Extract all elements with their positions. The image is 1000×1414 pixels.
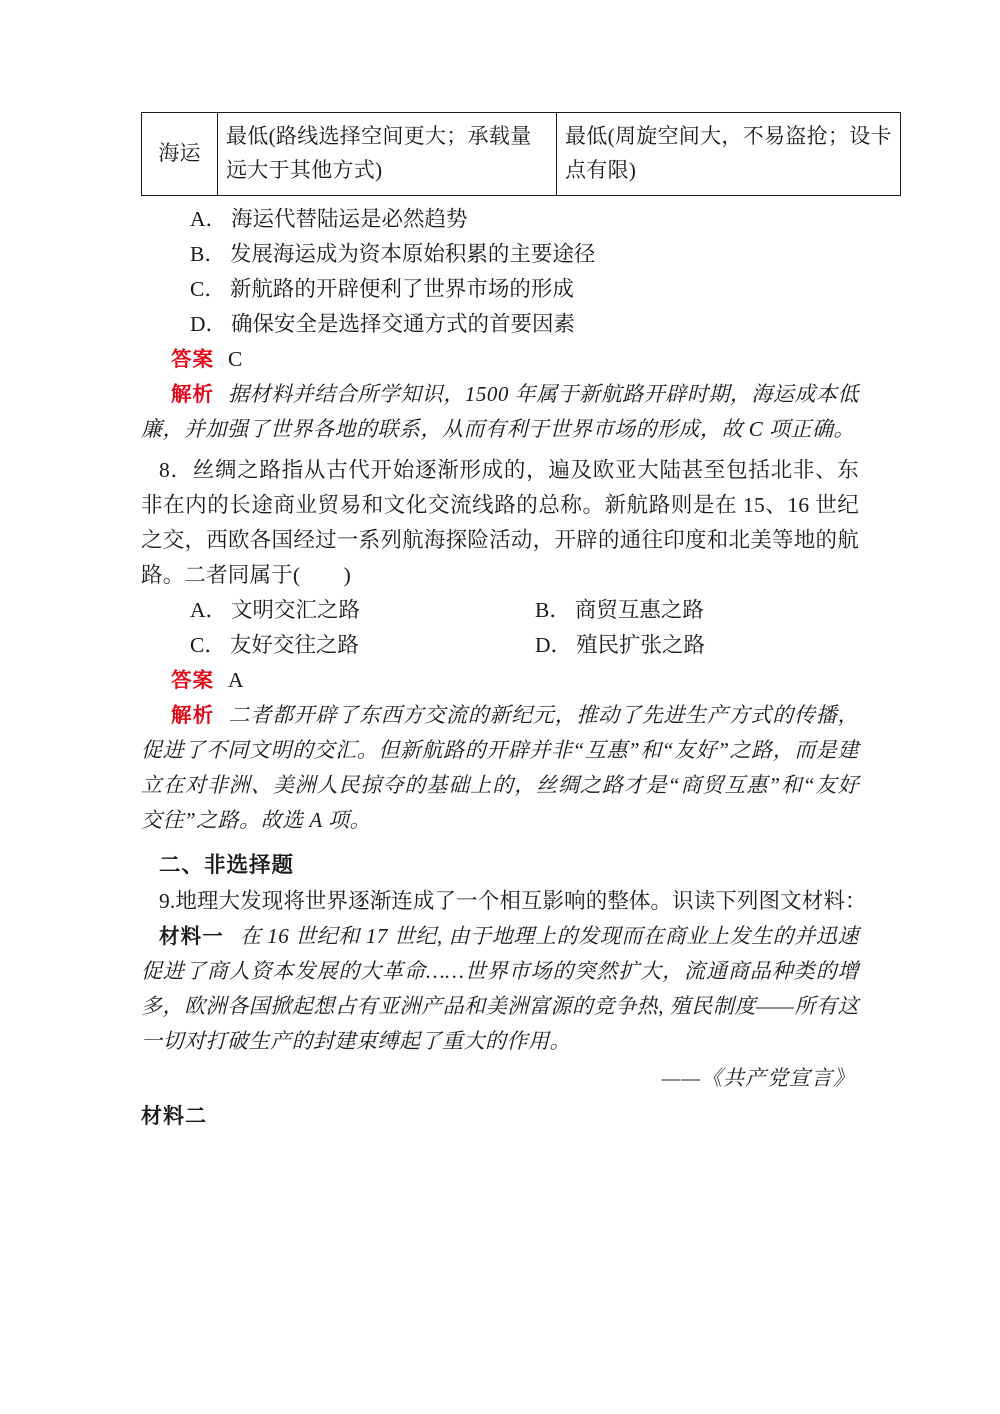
option-c-letter: C． — [190, 633, 226, 657]
answer-value: A — [228, 668, 244, 692]
question8-stem-text: 丝绸之路指从古代开始逐渐形成的，遍及欧亚大陆甚至包括北非、东非在内的长途商业贸易和文化交流线路的总称。新航路则是在 15、16 世纪之交，西欧各国经过一系列航海探险活动，开辟的通往印度和北美等地的航路。二者同属于( ) — [141, 458, 859, 587]
option-d-letter: D． — [190, 312, 228, 336]
question7-analysis — [141, 377, 859, 447]
option-a — [190, 202, 468, 237]
option-d-text: 殖民扩张之路 — [576, 633, 706, 657]
table-cell-safety: 最低(周旋空间大，不易盗抢；设卡点有限) — [557, 113, 901, 196]
question8-stem — [141, 453, 859, 593]
option-row — [141, 272, 859, 307]
question8-options — [141, 593, 859, 663]
option-d — [535, 628, 705, 663]
option-d-letter: D． — [535, 633, 573, 657]
analysis-label: 解析 — [171, 703, 215, 727]
option-d-text: 确保安全是选择交通方式的首要因素 — [231, 312, 576, 336]
option-b-text: 发展海运成为资本原始积累的主要途径 — [229, 242, 596, 266]
question7-answer-row — [141, 342, 859, 377]
option-b-letter: B． — [535, 598, 571, 622]
option-row — [141, 202, 859, 237]
option-c-text: 友好交往之路 — [229, 633, 359, 657]
option-a — [190, 593, 360, 628]
option-a-text: 海运代替陆运是必然趋势 — [231, 207, 468, 231]
section-heading-non-choice: 二、非选择题 — [159, 853, 295, 878]
material2-label: 材料二 — [141, 1104, 207, 1128]
option-d — [190, 307, 575, 342]
option-b-letter: B． — [190, 242, 226, 266]
option-a-letter: A． — [190, 598, 228, 622]
option-row — [141, 237, 859, 272]
transport-comparison-table — [141, 112, 901, 196]
content-column — [141, 112, 892, 1135]
option-b — [190, 237, 595, 272]
option-a-letter: A． — [190, 207, 228, 231]
option-c-text: 新航路的开辟便利了世界市场的形成 — [229, 277, 574, 301]
material1-label: 材料一 — [159, 924, 224, 948]
question8-answer-row — [141, 663, 859, 698]
option-c — [190, 628, 359, 663]
question7-options — [141, 202, 859, 342]
question8-analysis — [141, 698, 859, 838]
option-a-text: 文明交汇之路 — [231, 598, 361, 622]
table-cell-transport-label: 海运 — [142, 113, 218, 196]
answer-value: C — [228, 347, 243, 371]
question8-number: 8． — [159, 458, 193, 482]
analysis-text: 二者都开辟了东西方交流的新纪元，推动了先进生产方式的传播，促进了不同文明的交汇。但新航路的开辟并非“互惠”和“友好”之路，而是建立在对非洲、美洲人民掠夺的基础上的，丝绸之路才是“商贸互惠”和“友好交往”之路。故选 A 项。 — [141, 703, 859, 832]
option-row — [141, 593, 859, 628]
analysis-text: 据材料并结合所学知识，1500 年属于新航路开辟时期，海运成本低廉，并加强了世界各地的联系，从而有利于世界市场的形成，故 C 项正确。 — [141, 382, 860, 441]
question9-line: 9.地理大发现将世界逐渐连成了一个相互影响的整体。识读下列图文材料： — [159, 889, 867, 913]
table-row — [142, 113, 901, 196]
material1-citation: ——《共产党宣言》 — [661, 1066, 855, 1090]
option-b — [535, 593, 704, 628]
option-b-text: 商贸互惠之路 — [574, 598, 704, 622]
answer-label: 答案 — [171, 347, 214, 371]
table-cell-cost: 最低(路线选择空间更大；承载量远大于其他方式) — [218, 113, 557, 196]
material1-paragraph — [141, 919, 859, 1059]
option-c — [190, 272, 574, 307]
option-row — [141, 628, 859, 663]
option-c-letter: C． — [190, 277, 226, 301]
material1-text: 在 16 世纪和 17 世纪, 由于地理上的发现而在商业上发生的并迅速促进了商人资本发展的大革命……世界市场的突然扩大，流通商品种类的增多，欧洲各国掀起想占有亚洲产品和美洲富源的竞争热, 殖民制度——所有这一切对打破生产的封建束缚起了重大的作用。 — [141, 924, 859, 1053]
analysis-label: 解析 — [171, 382, 215, 406]
option-row — [141, 307, 859, 342]
answer-label: 答案 — [171, 668, 214, 692]
